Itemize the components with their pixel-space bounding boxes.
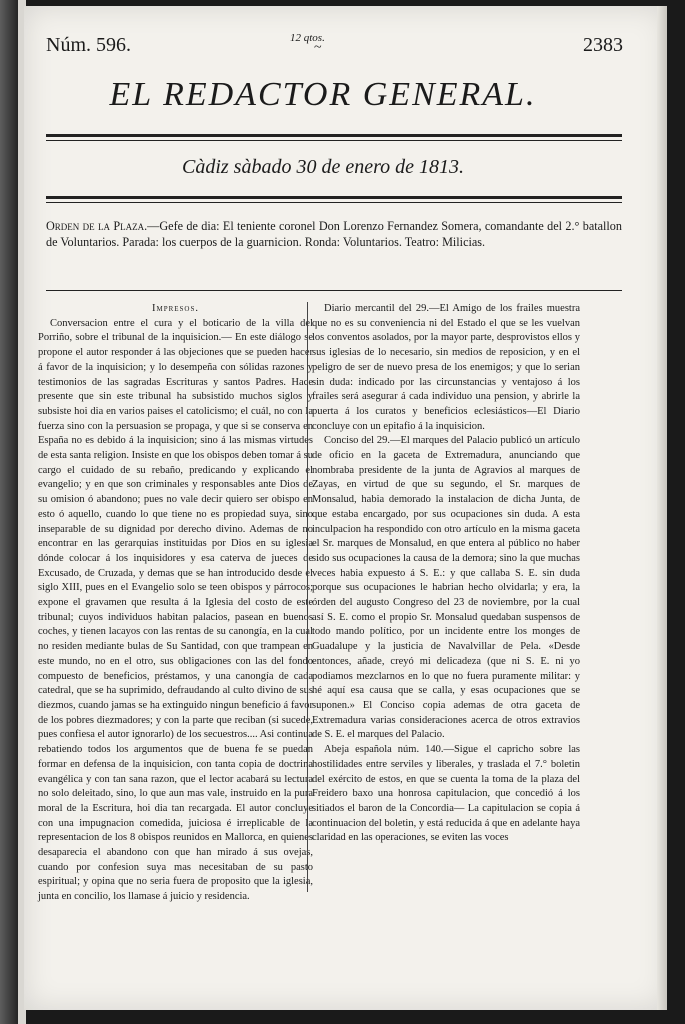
left-paragraph: Conversacion entre el cura y el boticario de la villa del Porriño, sobre el tribunal de la inquisicion.— En este diálogo se propone el autor responder á las objeciones que se pueden hacer á favor de la inquisicion; y lo desempeña con sólidas razones y testimonios de las sagradas Escrituras y santos Padres. Hace presente que sin este tribunal ha subsistido muchos siglos y subsiste hoi dia en varios paises el catolicismo; el cuál, no con la fuerza sino con la persuasion se propaga, y que si se conserva en España no es debido á la inquisicion; sino á las mismas virtudes de esta santa religion. Insiste en que los obispos deben tomar á su cargo el cuidado de su rebaño, predicando y explicando el evangelio; y en que son criminales y responsables ante Dios de su omision ó abandono; pues no vale decir quiero ser obispo en esto ó aquello, cuando lo que tiene no es propiedad suya, sino inseparable de su dignidad por derecho divino. Ademas de no encontrar en las gerarquias instituidas por Dios en su iglesia dónde colocar á los inquisidores y esa caterva de jueces de Excusado, de Cruzada, y demas que se han introducido desde el siglo XIII, pues en el Evangelio solo se teen obispos y párrocos; expone el gravamen que resulta á la Iglesia del costo de este tribunal; cuyos individuos habitan palacios, pasean en buenos coches, y tienen lacayos con las rentas de su canongía, en la cual no residen mediante bulas de Su Santidad, con que trampean en este mundo, no en el otro, sus obligaciones con las del fondo compuesto de beneficios, préstamos, y una canongía de cada catedral, que se ha suprimido, defraudando al culto divino de sus diezmos, cuando jamas se ha extinguido ningun beneficio á favor de los pobres diezmadores; y con la parte que reciban (si sucede, pues confiesa el autor ignorarlo) de los secuestros.... Asi continua rebatiendo todos los argumentos que de buena fe se puedan formar en defensa de la inquisicion, con tanta copia de doctrina evangélica y con tan sana razon, que el lector acabará su lectura no solo deleitado, sino, lo que aun mas vale, instruido en la pura moral de la Escritura, hoi dia tan recargada. El autor concluye con una impugnacion comedida, juiciosa é irreplicable de la representacion de los 8 obispos reunidos en Mallorca, en quienes desaparecia el abandono con que han mirado á sus ovejas, cuando por confesion suya mas necesitaban de su pasto espiritual; y opina que no seria fuera de proposito que la iglesia, junta en concilio, los llamase á juicio y residencia. — [38, 317, 313, 903]
orden-label: Orden de la Plaza. — [46, 219, 148, 233]
page-number: 2383 — [583, 34, 623, 56]
dateline: Càdiz sàbado 30 de enero de 1813. — [181, 156, 464, 178]
ornament: ~ — [314, 40, 322, 55]
left-column — [38, 302, 313, 905]
page-edge — [657, 6, 667, 1010]
newspaper-page — [24, 6, 667, 1010]
right-paragraph-conciso: Conciso del 29.—El marques del Palacio publicó un artículo de oficio en la gaceta de Extremadura, anunciando que nombraba presidente de la junta de Agravios al marques de Zayas, en virtud de que su segundo, el Sr. marques de Monsalud, habia demorado la instalacion de dicha Junta, de que estaba encargado, por sus ocupaciones sin duda. A esta inculpacion ha respondido con otro artículo en la misma gaceta el Sr. marques de Monsalud, en que entera al público no haber sido sus ocupaciones la causa de la demora; sino la que muchas veces habia expuesto á S. E.: y que callaba S. E. sin duda porque sus ocupaciones le habrian hecho olvidarla; y era, la órden del augusto Congreso del 23 de noviembre, por la cual así S. E. como el propio Sr. Monsalud quedaban suspensos de todo mando político, por un incidente entre los monges de Guadalupe y la justicia de Navalvillar de Pela. «Desde entonces, añade, creyó mi delicadeza (que ni S. E. ni yo podiamos mezclarnos en lo que no fuera puramente militar: y hé aquí esa causa que se calla, y esas ocupaciones que se suponen.» El Conciso copia ademas de otra gaceta de Extremadura varias consideraciones acerca de otros extravios de S. E. el marques del Palacio. — [312, 435, 580, 741]
masthead-rule-thin — [46, 140, 622, 141]
impresos-heading: Impresos. — [151, 303, 200, 314]
masthead-title: EL REDACTOR GENERAL. — [109, 76, 537, 113]
issue-number: Núm. 596. — [46, 34, 131, 56]
masthead-rule-top — [46, 134, 622, 137]
dateline-rule-thin — [46, 202, 622, 203]
right-column — [312, 302, 580, 846]
book-spine — [0, 0, 20, 1024]
column-divider — [307, 302, 308, 892]
orden-text: —Gefe de dia: El teniente coronel Don Lorenzo Fernandez Somera, comandante del 2.° batallon de Voluntarios. Parada: los cuerpos de la guarnicion. Ronda: Voluntarios. Teatro: Milicias. — [46, 219, 622, 249]
orden-de-la-plaza — [46, 218, 622, 250]
dateline-rule — [46, 196, 622, 199]
right-paragraph-abeja: Abeja española núm. 140.—Sigue el capricho sobre las hostilidades entre serviles y liberales, y traslada el 7.° boletin del exército de estos, en que se cuenta la toma de la plaza del Freidero baxo una honrosa capitulacion, que concedió á los sitiados el baron de la Concordia— La capitulacion se copia á continuacion del boletin, y está reducida á que en adelante haya claridad en las operaciones, se eviten las voces — [312, 744, 580, 844]
section-rule — [46, 290, 622, 291]
right-paragraph-diario: Diario mercantil del 29.—El Amigo de los frailes muestra que no es su conveniencia ni del Estado el que se les vuelvan los conventos asolados, por la mayor parte, desprovistos ellos y sus iglesias de lo necesario, sin medios de reposicion, y en el peligro de ser de nuevo presa de los enemigos; y que lo serian sin duda: indicado por las circunstancias y ventajoso á los frailes será asegurar á cada individuo una pension, y abrirle la puerta á los curatos y beneficios eclesiásticos—El Diario concluye con un epitafio á la inquisicion. — [312, 303, 580, 432]
pliegos-note: 12 qtos. — [290, 32, 325, 44]
